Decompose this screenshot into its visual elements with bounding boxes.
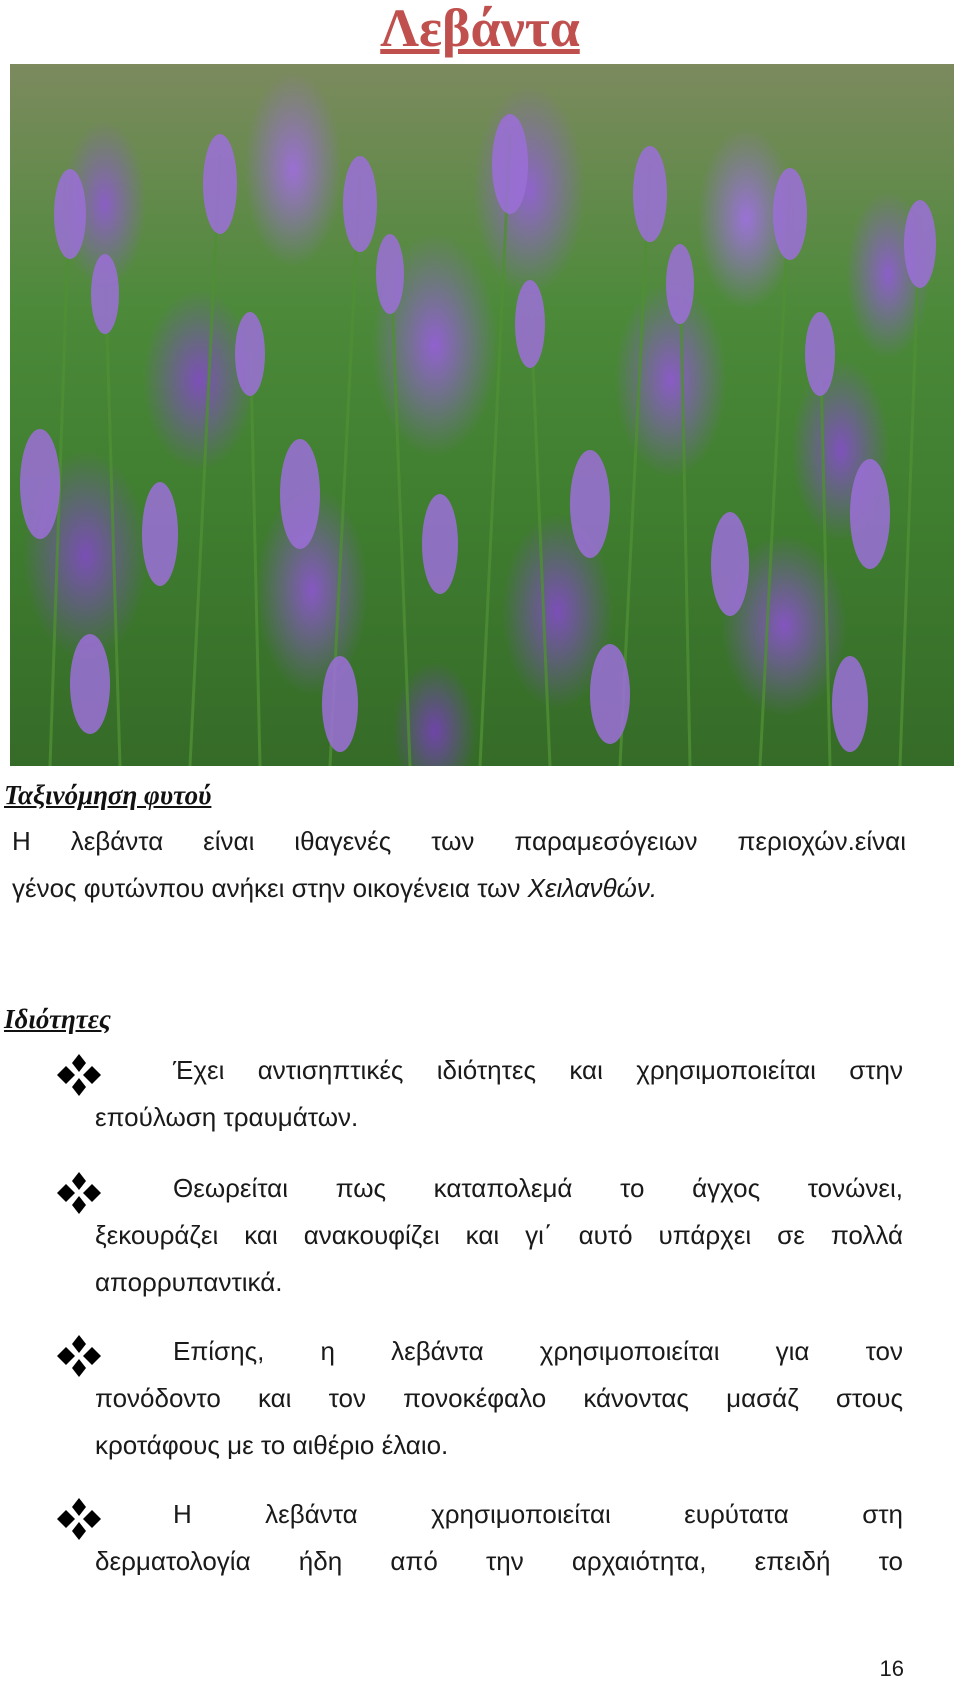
lavender-photo xyxy=(10,64,954,766)
family-name: Χειλανθών. xyxy=(527,873,658,903)
page-number: 16 xyxy=(879,1656,904,1681)
classification-heading: Ταξινόμηση φυτού xyxy=(4,780,212,810)
classification-paragraph xyxy=(12,818,906,912)
properties-heading: Ιδιότητες xyxy=(4,1004,111,1034)
bullet-3-line-1: Επίσης, η λεβάντα χρησιμοποιείται για τον xyxy=(173,1336,903,1366)
bullet-2-line-3: απορρυπαντικά. xyxy=(95,1267,283,1297)
bullet-4-line-1: Η λεβάντα χρησιμοποιείται ευρύτατα στη xyxy=(173,1499,903,1529)
lavender-illustration xyxy=(10,64,954,766)
bullet-2-line-2: ξεκουράζει και ανακουφίζει και γι΄ αυτό υπάρχει σε πολλά xyxy=(95,1220,903,1250)
bullet-3-line-2: πονόδοντο και τον πονοκέφαλο κάνοντας μασάζ στους xyxy=(95,1383,903,1413)
bullet-3-line-3: κροτάφους με το αιθέριο έλαιο. xyxy=(95,1430,449,1460)
bullet-4-line-2: δερματολογία ήδη από την αρχαιότητα, επειδή το xyxy=(95,1546,903,1576)
property-bullet-2 xyxy=(95,1165,903,1306)
bullet-2-line-1: Θεωρείται πως καταπολεμά το άγχος τονώνει, xyxy=(173,1173,903,1203)
bullet-1-line-1: Έχει αντισηπτικές ιδιότητες και χρησιμοποιείται στην xyxy=(173,1055,903,1085)
classification-line-2-text: γένος φυτώνπου ανήκει στην οικογένεια των xyxy=(12,873,528,903)
property-bullet-3 xyxy=(95,1328,903,1469)
property-bullet-1 xyxy=(95,1047,903,1141)
property-bullet-4 xyxy=(95,1491,903,1585)
bullet-1-line-2: επούλωση τραυμάτων. xyxy=(95,1102,359,1132)
page-title: Λεβάντα xyxy=(380,0,580,58)
classification-line-1: Η λεβάντα είναι ιθαγενές των παραμεσόγειων περιοχών.είναι xyxy=(12,826,906,856)
classification-line-2 xyxy=(12,865,906,912)
